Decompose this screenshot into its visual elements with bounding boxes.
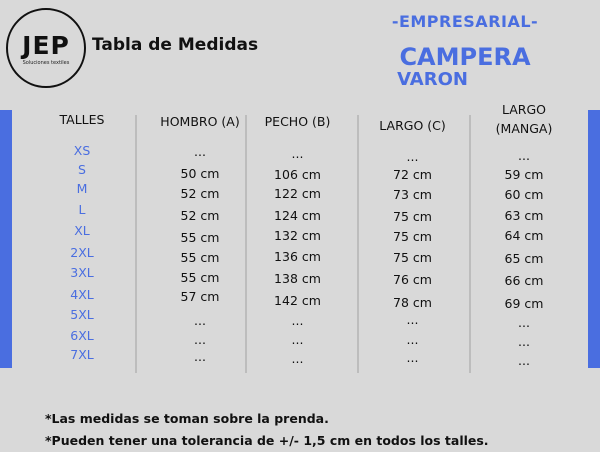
table-cell: 142 cm (274, 293, 321, 308)
table-cell: 72 cm (393, 167, 432, 182)
logo-text: JEP (22, 31, 70, 60)
table-cell: ... (291, 351, 304, 366)
table-cell: ... (291, 146, 304, 161)
table-cell: ... (406, 312, 419, 327)
table-cell: 138 cm (274, 271, 321, 286)
column-divider (357, 115, 359, 373)
size-cell: 7XL (70, 347, 94, 362)
table-cell: 69 cm (504, 296, 544, 311)
table-cell: 122 cm (274, 186, 321, 201)
size-cell: S (78, 162, 86, 177)
size-cell: M (76, 181, 88, 196)
column-header-length: LARGO (C) (379, 118, 446, 133)
table-cell: ... (194, 144, 206, 159)
table-cell: 50 cm (180, 166, 220, 181)
table-cell: 66 cm (504, 273, 544, 288)
table-cell: ... (518, 315, 530, 330)
column-divider (135, 115, 137, 373)
column-divider (469, 115, 471, 373)
table-cell: 57 cm (180, 289, 220, 304)
right-accent-bar (588, 110, 600, 368)
table-cell: ... (291, 313, 304, 328)
table-cell: ... (194, 332, 206, 347)
column-header-sizes: TALLES (59, 112, 105, 127)
table-cell: 132 cm (274, 228, 321, 243)
size-cell: 2XL (70, 245, 94, 260)
gender-label: VARON (397, 69, 468, 90)
table-cell: 64 cm (504, 228, 544, 243)
size-cell: XL (74, 223, 90, 238)
table-cell: 63 cm (504, 208, 544, 223)
footnote: *Las medidas se toman sobre la prenda. (45, 411, 329, 426)
column-header-sleeve-line1: LARGO (501, 102, 546, 117)
table-cell: 78 cm (393, 295, 432, 310)
table-cell: ... (406, 149, 419, 164)
table-cell: 55 cm (180, 230, 220, 245)
table-cell: 73 cm (393, 187, 432, 202)
table-cell: ... (406, 332, 419, 347)
table-cell: ... (406, 350, 419, 365)
brand-logo (6, 8, 86, 88)
column-divider (245, 115, 247, 373)
size-cell: 4XL (70, 287, 94, 302)
category-label: -EMPRESARIAL- (391, 12, 539, 31)
product-name: CAMPERA (399, 43, 531, 71)
table-cell: ... (194, 313, 206, 328)
column-header-shoulder: HOMBRO (A) (160, 114, 240, 129)
column-header-sleeve-line2: (MANGA) (495, 121, 553, 136)
table-cell: ... (194, 349, 206, 364)
page-title: Tabla de Medidas (92, 35, 259, 55)
table-cell: 75 cm (393, 250, 432, 265)
logo-subtext: Soluciones textiles (22, 60, 70, 66)
table-cell: ... (518, 334, 530, 349)
table-cell: ... (518, 353, 530, 368)
table-cell: 136 cm (274, 249, 321, 264)
table-cell: 106 cm (274, 167, 321, 182)
footnote: *Pueden tener una tolerancia de +/- 1,5 cm en todos los talles. (45, 433, 489, 448)
table-cell: 60 cm (504, 187, 544, 202)
size-cell: XS (73, 143, 91, 158)
table-cell: 75 cm (393, 209, 432, 224)
size-cell: 5XL (70, 307, 94, 322)
table-cell: ... (518, 148, 530, 163)
table-cell: 59 cm (504, 167, 544, 182)
table-cell: 65 cm (504, 251, 544, 266)
footnotes (45, 408, 489, 452)
column-header-chest: PECHO (B) (264, 114, 331, 129)
table-cell: 124 cm (274, 208, 321, 223)
size-cell: 3XL (70, 265, 94, 280)
size-cell: 6XL (70, 328, 94, 343)
table-cell: ... (291, 332, 304, 347)
table-cell: 55 cm (180, 250, 220, 265)
table-cell: 52 cm (180, 186, 220, 201)
table-cell: 55 cm (180, 270, 220, 285)
table-cell: 76 cm (393, 272, 432, 287)
table-cell: 52 cm (180, 208, 220, 223)
table-cell: 75 cm (393, 229, 432, 244)
size-cell: L (78, 202, 86, 217)
left-accent-bar (0, 110, 12, 368)
